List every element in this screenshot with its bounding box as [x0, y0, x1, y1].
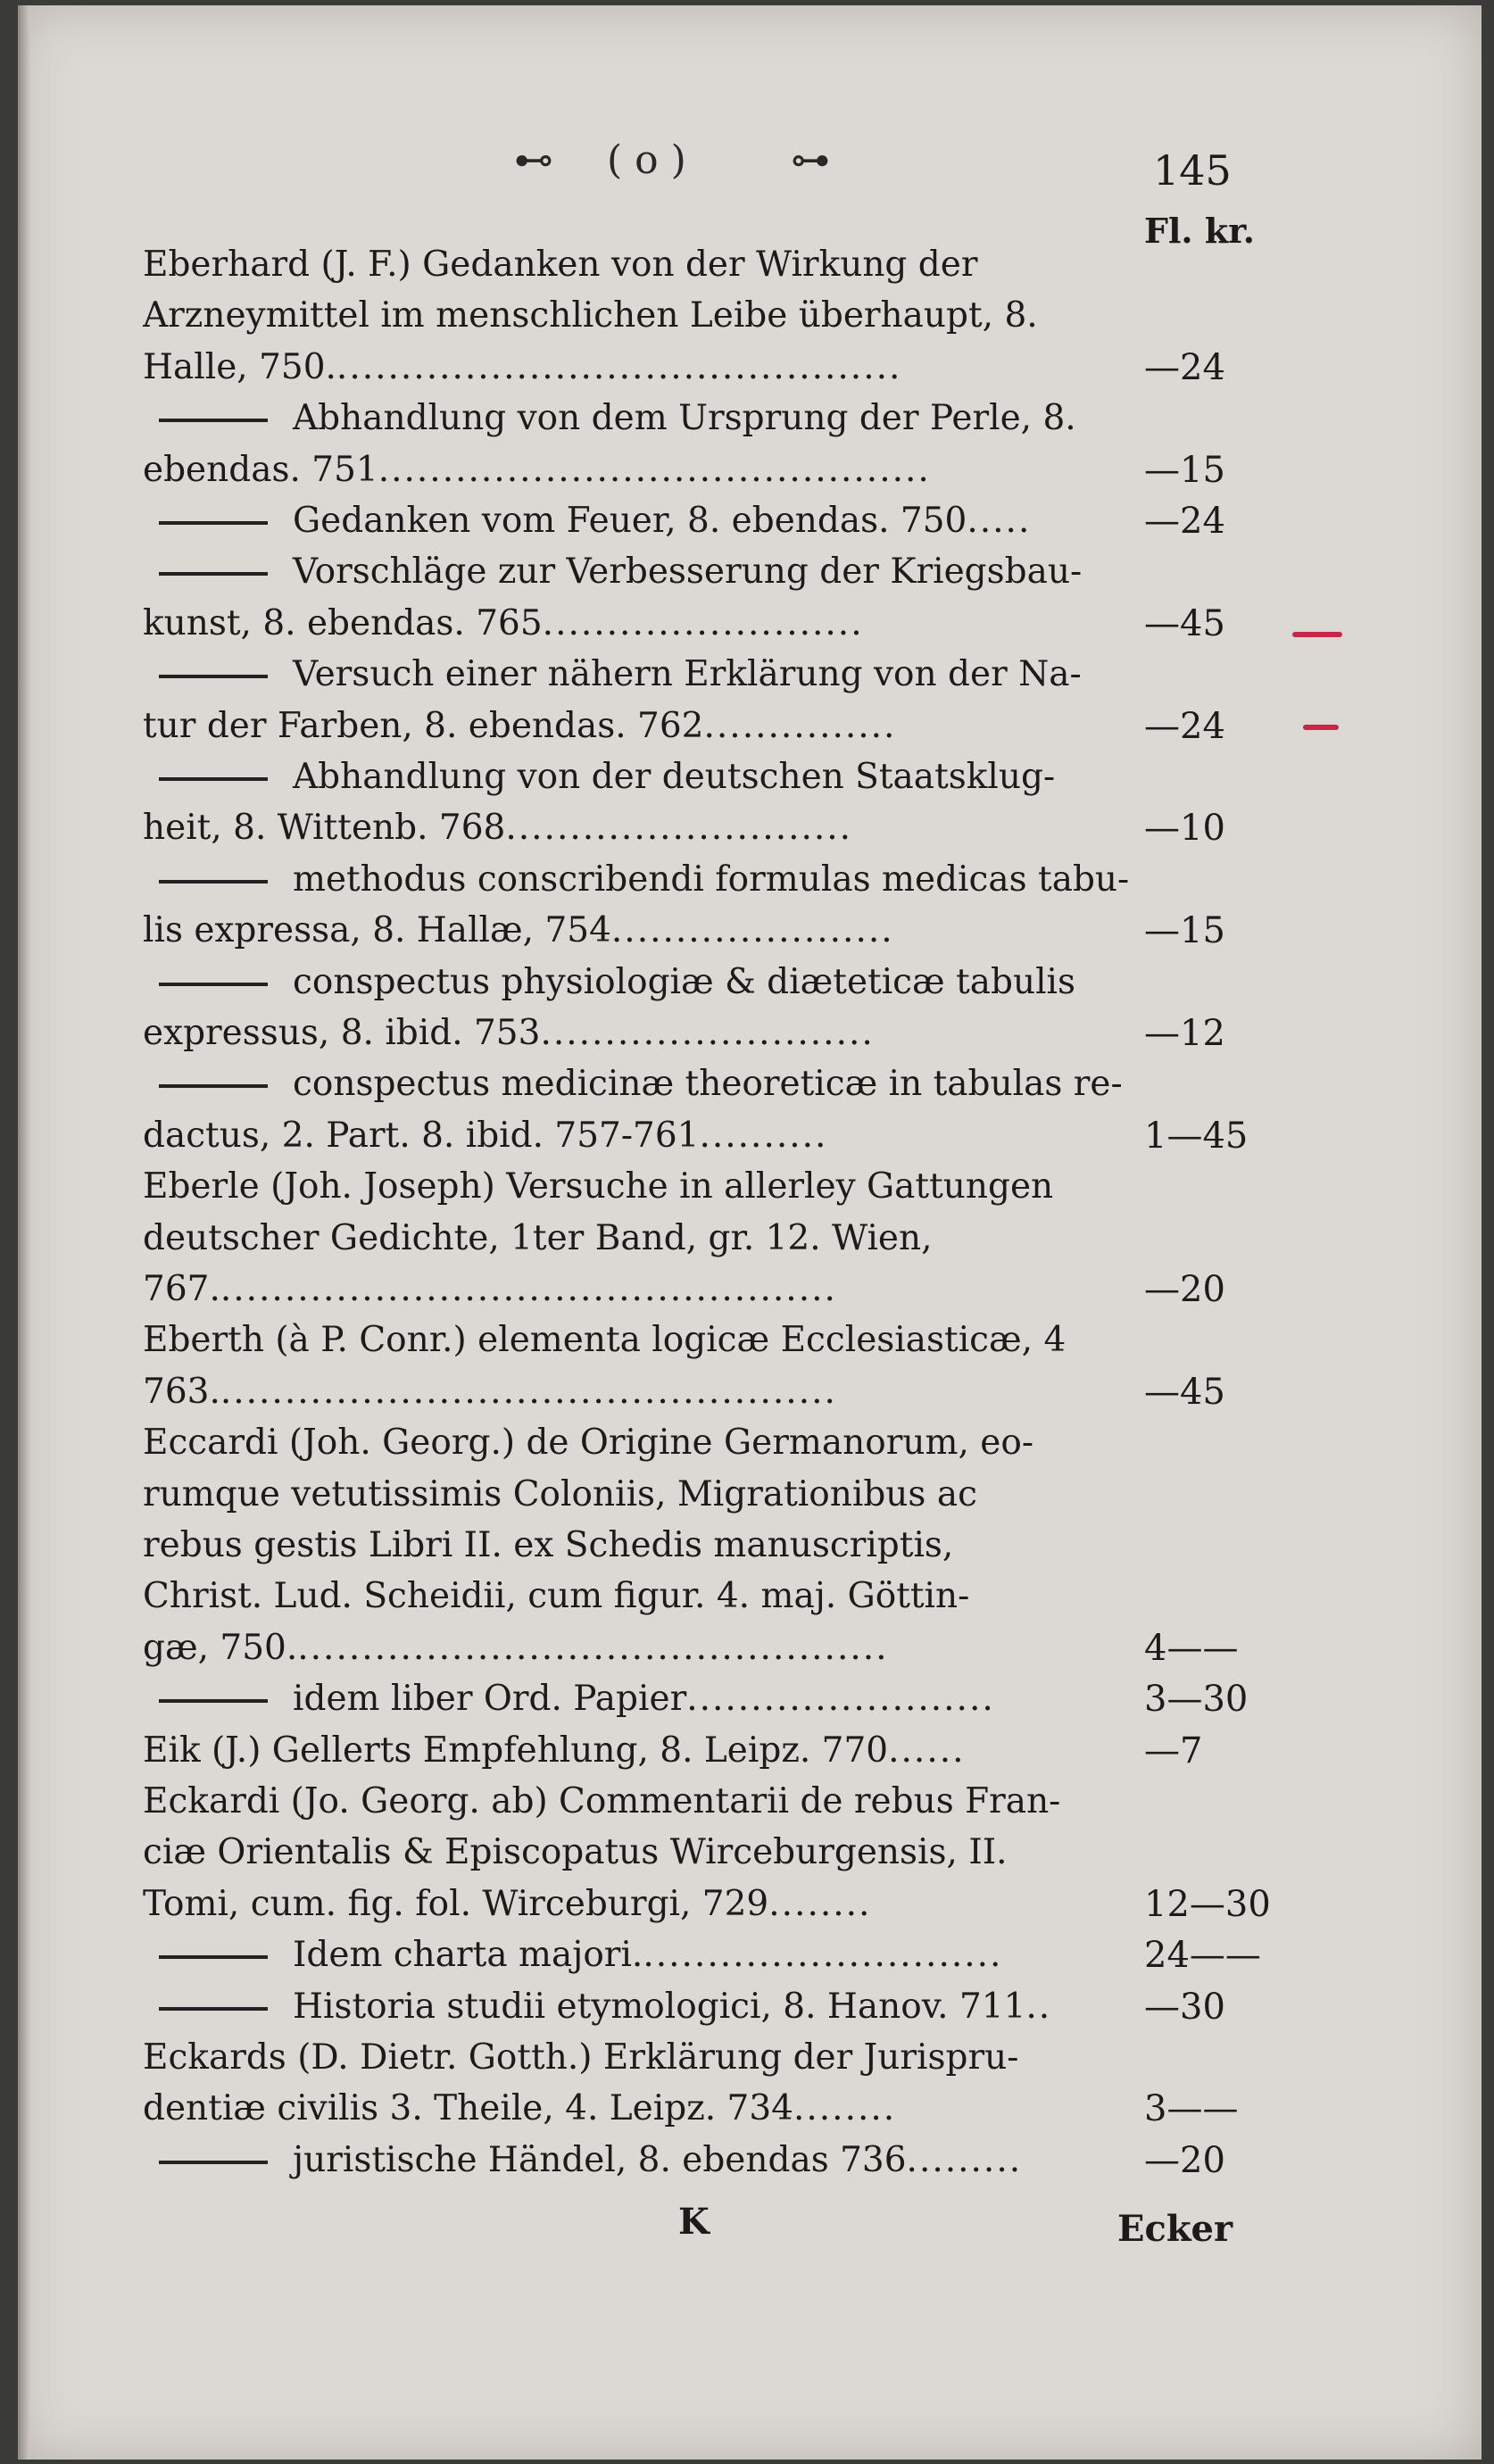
leader-dots: ............................................ — [336, 347, 902, 387]
entry-text: idem liber Ord. Papier — [293, 1679, 687, 1719]
leader-dots: ...... — [888, 1730, 966, 1771]
entry-text: kunst, 8. ebendas. 765 — [143, 603, 543, 643]
catalog-line — [143, 1776, 1133, 1828]
catalog-line — [143, 239, 1133, 291]
catalog-line — [143, 854, 1133, 906]
ditto-dash — [159, 1955, 268, 1959]
page-footer — [18, 2201, 1482, 2263]
price: —30 — [1144, 1987, 1225, 2028]
price: 1—45 — [1144, 1116, 1249, 1157]
leader-dots: ......................... — [542, 603, 864, 643]
catalog-line — [143, 1929, 1133, 1981]
catalog-line — [143, 495, 1133, 547]
ditto-dash — [159, 880, 268, 884]
ditto-dash — [159, 2007, 268, 2011]
ditto-dash — [159, 521, 268, 525]
ditto-dash — [159, 1084, 268, 1088]
entry-text: Gedanken vom Feuer, 8. ebendas. 750 — [293, 501, 967, 541]
entry-text: methodus conscribendi formulas medicas tabu- — [293, 859, 1130, 900]
price: —45 — [1144, 603, 1225, 644]
catalog-line — [143, 290, 1133, 342]
catalog-line — [143, 1520, 1133, 1572]
ornament-right-icon: ⊶ — [791, 137, 830, 183]
catalog-line — [143, 957, 1133, 1008]
entry-text: lis expressa, 8. Hallæ, 754 — [143, 910, 611, 950]
entry-text: Idem charta majori. — [293, 1935, 643, 1975]
entry-text: Eik (J.) Gellerts Empfehlung, 8. Leipz. 770 — [143, 1730, 889, 1771]
catalog-line — [143, 444, 1133, 496]
leader-dots: ........................... — [505, 808, 853, 848]
leader-dots: ........ — [768, 1884, 872, 1924]
entry-text: Arzneymittel im menschlichen Leibe überhaupt, 8. — [143, 295, 1038, 336]
catalog-line — [143, 1981, 1133, 2033]
entry-text: expressus, 8. ibid. 753 — [143, 1013, 541, 1053]
entry-text: tur der Farben, 8. ebendas. 762 — [143, 706, 704, 746]
leader-dots: ................................................ — [220, 1269, 837, 1309]
catalog-line — [143, 751, 1133, 803]
catalog-line — [143, 546, 1133, 598]
entry-text: Eberth (à P. Conr.) elementa logicæ Ecclesiasticæ, 4 — [143, 1320, 1067, 1360]
price: —24 — [1144, 347, 1225, 388]
leader-dots: .......................... — [540, 1013, 875, 1053]
catalog-line — [143, 802, 1133, 854]
catalog-line — [143, 1725, 1133, 1777]
ditto-dash — [159, 675, 268, 678]
leader-dots: ........ — [793, 2088, 897, 2128]
ditto-dash — [159, 419, 268, 422]
ditto-dash — [159, 572, 268, 576]
entry-text: rebus gestis Libri II. ex Schedis manuscriptis, — [143, 1525, 954, 1565]
catalog-line — [143, 598, 1133, 650]
entry-text: rumque vetutissimis Coloniis, Migrationibus ac — [143, 1474, 977, 1514]
price: 24—— — [1144, 1935, 1261, 1976]
price: 12—30 — [1144, 1884, 1271, 1925]
catalog-line — [143, 2083, 1133, 2135]
entry-text: 767. — [143, 1269, 220, 1309]
catchword: Ecker — [1117, 2208, 1233, 2250]
price: —7 — [1144, 1730, 1203, 1771]
ditto-dash — [159, 1699, 268, 1703]
entry-text: Eberhard (J. F.) Gedanken von der Wirkung der — [143, 245, 978, 285]
catalog-line — [143, 1879, 1133, 1930]
catalog-line — [143, 905, 1133, 957]
page-number: 145 — [1153, 146, 1232, 195]
catalog-line — [143, 1366, 1133, 1418]
catalog-line — [143, 1058, 1133, 1110]
entry-text: Tomi, cum. fig. fol. Wirceburgi, 729 — [143, 1884, 769, 1924]
catalog-line — [143, 342, 1133, 394]
price: —15 — [1144, 910, 1225, 951]
price: 3—— — [1144, 2088, 1239, 2129]
leader-dots: ..... — [967, 501, 1032, 541]
ornament-left-icon: ⊷ — [514, 137, 553, 183]
page-marker: ( o ) — [607, 137, 686, 183]
leader-dots: .............................................. — [297, 1628, 889, 1668]
catalog-line — [143, 1827, 1133, 1879]
entry-text: heit, 8. Wittenb. 768 — [143, 808, 506, 848]
column-heading: Fl. kr. — [1144, 211, 1255, 251]
catalog-line — [143, 2135, 1133, 2186]
entry-text: Eccardi (Joh. Georg.) de Origine Germanorum, eo- — [143, 1423, 1034, 1463]
price: 4—— — [1144, 1628, 1239, 1669]
entry-text: Vorschläge zur Verbesserung der Kriegsbau- — [293, 552, 1083, 592]
entry-text: 763. — [143, 1372, 220, 1412]
ditto-dash — [159, 983, 268, 986]
catalog-line — [143, 1673, 1133, 1725]
leader-dots: ......... — [906, 2140, 1023, 2180]
entry-text: Abhandlung von dem Ursprung der Perle, 8. — [293, 398, 1076, 438]
entry-text: Eckardi (Jo. Georg. ab) Commentarii de rebus Fran- — [143, 1781, 1061, 1821]
entry-text: gæ, 750. — [143, 1628, 298, 1668]
catalog-line — [143, 701, 1133, 752]
entry-text: deutscher Gedichte, 1ter Band, gr. 12. Wien, — [143, 1218, 933, 1258]
catalog-line — [143, 649, 1133, 701]
signature-mark: K — [678, 2201, 710, 2243]
catalog-line — [143, 1469, 1133, 1521]
catalog-line — [143, 2032, 1133, 2084]
page-header — [18, 137, 1482, 251]
book-page — [18, 5, 1482, 2460]
price: —12 — [1144, 1013, 1225, 1054]
entry-text: Christ. Lud. Scheidii, cum figur. 4. maj. Göttin- — [143, 1576, 970, 1616]
price: —24 — [1144, 706, 1225, 747]
leader-dots: .. — [1025, 1987, 1052, 2027]
catalog-line — [143, 393, 1133, 444]
entry-text: Historia studii etymologici, 8. Hanov. 711 — [293, 1987, 1026, 2027]
leader-dots: ...................... — [610, 910, 894, 950]
catalog-line — [143, 1417, 1133, 1469]
entry-text: Eckards (D. Dietr. Gotth.) Erklärung der Jurispru- — [143, 2037, 1019, 2078]
entry-text: conspectus medicinæ theoreticæ in tabulas re- — [293, 1064, 1123, 1104]
catalog-line — [143, 1622, 1133, 1674]
leader-dots: .......... — [699, 1116, 828, 1156]
red-annotation-mark — [1303, 725, 1339, 730]
entry-text: ebendas. 751 — [143, 450, 378, 490]
price: 3—30 — [1144, 1679, 1249, 1720]
catalog-line — [143, 1571, 1133, 1622]
catalog-line — [143, 1264, 1133, 1315]
page-spine-shadow — [18, 5, 30, 2460]
catalog-line — [143, 1213, 1133, 1265]
ditto-dash — [159, 2161, 268, 2164]
red-annotation-mark — [1292, 632, 1342, 637]
entry-text: juristische Händel, 8. ebendas 736 — [293, 2140, 907, 2180]
catalog-line — [143, 1110, 1133, 1162]
entry-text: Halle, 750. — [143, 347, 336, 387]
leader-dots: ........................ — [686, 1679, 995, 1719]
entry-text: conspectus physiologiæ & diæteticæ tabulis — [293, 962, 1076, 1002]
leader-dots: ............... — [703, 706, 897, 746]
entry-text: Versuch einer nähern Erklärung von der Na- — [293, 654, 1082, 694]
entry-text: dentiæ civilis 3. Theile, 4. Leipz. 734 — [143, 2088, 793, 2128]
entry-text: ciæ Orientalis & Episcopatus Wirceburgensis, II. — [143, 1832, 1008, 1872]
price: —45 — [1144, 1372, 1225, 1413]
price: —15 — [1144, 450, 1225, 491]
entry-text: dactus, 2. Part. 8. ibid. 757-761 — [143, 1116, 700, 1156]
entry-text: Abhandlung von der deutschen Staatsklug- — [293, 757, 1056, 797]
leader-dots: ............................ — [643, 1935, 1003, 1975]
leader-dots: ................................................ — [220, 1372, 837, 1412]
catalog-line — [143, 1161, 1133, 1213]
ditto-dash — [159, 777, 268, 781]
price: —10 — [1144, 808, 1225, 849]
price: —20 — [1144, 2140, 1225, 2181]
catalog-line — [143, 1315, 1133, 1366]
catalog-line — [143, 1008, 1133, 1059]
leader-dots: ........................................... — [378, 450, 931, 490]
price: —20 — [1144, 1269, 1225, 1310]
price: —24 — [1144, 501, 1225, 542]
entry-text: Eberle (Joh. Joseph) Versuche in allerley Gattungen — [143, 1166, 1054, 1207]
